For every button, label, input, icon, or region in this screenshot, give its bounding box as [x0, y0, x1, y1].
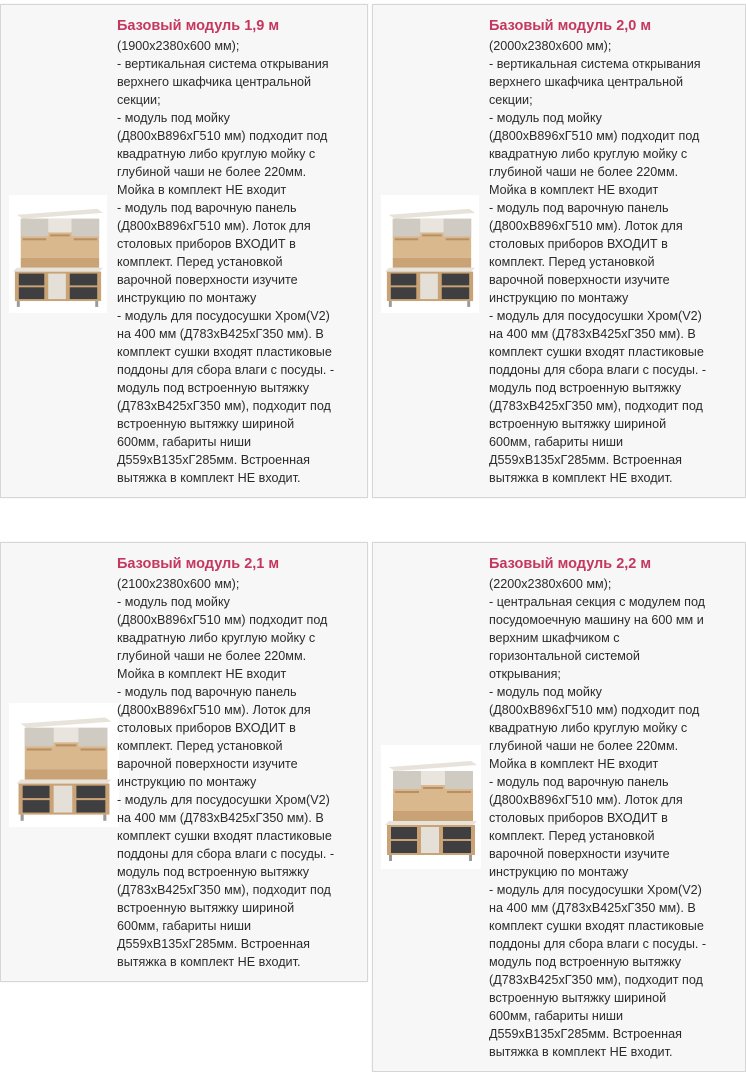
product-card	[0, 4, 368, 498]
product-text	[117, 17, 363, 487]
product-description: (2200х2380х600 мм); - центральная секция с модулем под посудомоечную машину на 600 мм и верхним шкафчиком с горизонтальной системой открывания; - модуль под мойку (Д800хВ896хГ510 мм) подходит под квадратную либо круглую мойку с глубиной чаши не более 220мм. Мойка в комплект НЕ входит - модуль под варочную панель (Д800хВ896хГ510 мм). Лоток для столовых приборов ВХОДИТ в комплект. Перед установкой варочной поверхности изучите инструкцию по монтажу - модуль для посудосушки Хром(V2) на 400 мм (Д783хВ425хГ350 мм). В комплект сушки входят пластиковые поддоны для сбора влаги с посуды. - модуль под встроенную вытяжку (Д783хВ425хГ350 мм), подходит под встроенную вытяжку шириной 600мм, габариты ниши Д559хВ135хГ285мм. Встроенная вытяжка в комплект НЕ входит.	[489, 577, 707, 1059]
product-title[interactable]: Базовый модуль 1,9 м	[117, 18, 280, 34]
product-description: (1900х2380х600 мм); - вертикальная система открывания верхнего шкафчика центральной секции; - модуль под мойку (Д800хВ896хГ510 мм) подходит под квадратную либо круглую мойку с глубиной чаши не более 220мм. Мойка в комплект НЕ входит - модуль под варочную панель (Д800хВ896хГ510 мм). Лоток для столовых приборов ВХОДИТ в комплект. Перед установкой варочной поверхности изучите инструкцию по монтажу - модуль для посудосушки Хром(V2) на 400 мм (Д783хВ425хГ350 мм). В комплект сушки входят пластиковые поддоны для сбора влаги с посуды. - модуль под встроенную вытяжку (Д783хВ425хГ350 мм), подходит под встроенную вытяжку шириной 600мм, габариты ниши Д559хВ135хГ285мм. Встроенная вытяжка в комплект НЕ входит.	[117, 39, 335, 485]
product-text	[117, 555, 363, 971]
product-image[interactable]	[9, 703, 119, 827]
product-text	[489, 17, 741, 487]
product-card	[0, 542, 368, 982]
product-description: (2000х2380х600 мм); - вертикальная система открывания верхнего шкафчика центральной секции; - модуль под мойку (Д800хВ896хГ510 мм) подходит под квадратную либо круглую мойку с глубиной чаши не более 220мм. Мойка в комплект НЕ входит - модуль под варочную панель (Д800хВ896хГ510 мм). Лоток для столовых приборов ВХОДИТ в комплект. Перед установкой варочной поверхности изучите инструкцию по монтажу - модуль для посудосушки Хром(V2) на 400 мм (Д783хВ425хГ350 мм). В комплект сушки входят пластиковые поддоны для сбора влаги с посуды. - модуль под встроенную вытяжку (Д783хВ425хГ350 мм), подходит под встроенную вытяжку шириной 600мм, габариты ниши Д559хВ135хГ285мм. Встроенная вытяжка в комплект НЕ входит.	[489, 39, 707, 485]
product-card	[372, 542, 746, 1072]
product-title[interactable]: Базовый модуль 2,2 м	[489, 556, 652, 572]
product-image[interactable]	[9, 195, 107, 313]
product-title[interactable]: Базовый модуль 2,0 м	[489, 18, 652, 34]
product-card	[372, 4, 746, 498]
product-image[interactable]	[381, 195, 479, 313]
product-image[interactable]	[381, 745, 481, 869]
product-title[interactable]: Базовый модуль 2,1 м	[117, 556, 280, 572]
product-text	[489, 555, 741, 1061]
product-description: (2100х2380х600 мм); - модуль под мойку (Д800хВ896хГ510 мм) подходит под квадратную либо круглую мойку с глубиной чаши не более 220мм. Мойка в комплект НЕ входит - модуль под варочную панель (Д800хВ896хГ510 мм). Лоток для столовых приборов ВХОДИТ в комплект. Перед установкой варочной поверхности изучите инструкцию по монтажу - модуль для посудосушки Хром(V2) на 400 мм (Д783хВ425хГ350 мм). В комплект сушки входят пластиковые поддоны для сбора влаги с посуды. - модуль под встроенную вытяжку (Д783хВ425хГ350 мм), подходит под встроенную вытяжку шириной 600мм, габариты ниши Д559хВ135хГ285мм. Встроенная вытяжка в комплект НЕ входит.	[117, 577, 335, 969]
